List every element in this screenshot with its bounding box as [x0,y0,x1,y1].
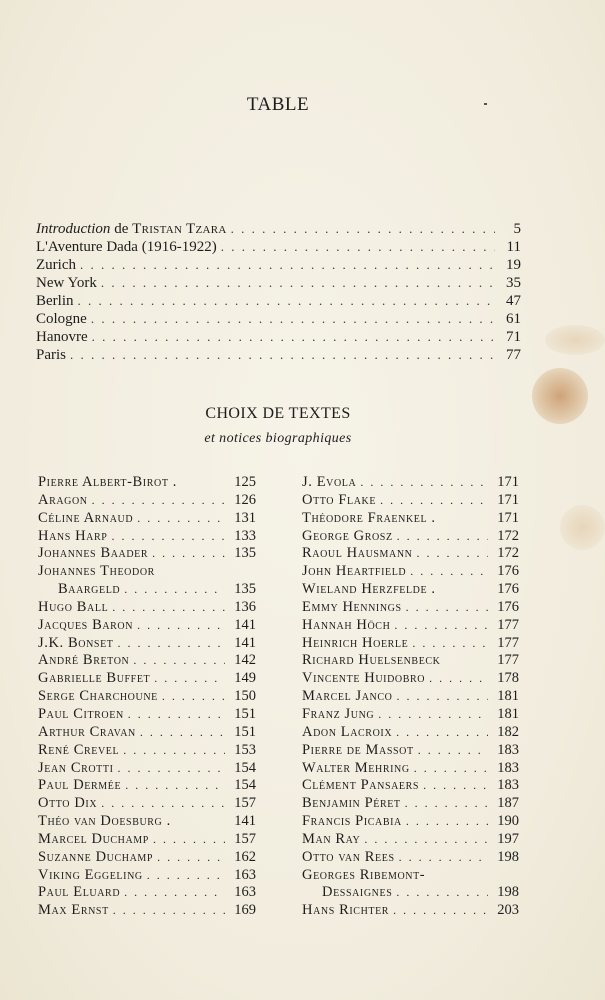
author-name: René Crevel [38,741,120,758]
page-number: 150 [234,688,256,705]
page-number: 169 [234,902,256,919]
page-number: 162 [234,848,256,865]
author-name: Georges Ribemont- [302,866,426,883]
dot-leader [92,329,495,345]
toc-entry-title: L'Aventure Dada (1916-1922) [36,239,217,255]
author-name: Otto Flake [302,491,377,508]
toc-page-number: 5 [513,221,521,237]
dot-leader [140,725,225,740]
author-name: Hannah Höch [302,616,391,633]
page-number: 176 [497,581,519,598]
dot-leader [418,743,488,758]
biography-entry [302,688,519,706]
author-name: Baargeld [58,581,121,598]
author-name: Théo van Doesburg . [38,813,171,830]
author-name: Viking Eggeling [38,866,143,883]
author-name: Paul Eluard [38,884,121,901]
dot-leader [147,868,225,883]
dot-leader [137,618,225,633]
toc-entry-title: Introduction de Tristan Tzara [36,221,227,237]
author-name: Pierre de Massot [302,741,414,758]
toc-page-number: 11 [506,239,521,255]
page-number: 177 [497,634,519,651]
biography-entry [302,492,519,510]
author-name: Franz Jung [302,705,375,722]
page-number: 154 [234,777,256,794]
page-number: 154 [234,759,256,776]
author-name: Serge Charchoune [38,688,158,705]
author-name: Emmy Hennings [302,598,402,615]
page-number: 177 [497,652,519,669]
toc-entry-title: Hanovre [36,329,88,345]
author-name: Aragon [38,491,88,508]
biography-entry [302,563,519,581]
dot-leader [396,725,488,740]
biography-column-left [38,474,256,920]
biography-entry [302,581,519,599]
biography-entry [302,599,519,617]
page-number: 136 [234,598,256,615]
biography-entry [38,867,256,885]
dot-leader [125,778,225,793]
biography-entry [302,902,519,920]
dot-leader [394,618,488,633]
dot-leader [70,347,495,363]
author-name: Céline Arnaud [38,509,134,526]
biography-entry [38,670,256,688]
dot-leader [154,671,225,686]
biography-entry [302,831,519,849]
dot-leader [417,546,488,561]
dot-leader [406,600,488,615]
dot-leader [221,239,495,255]
dot-leader [113,903,225,918]
author-name: John Heartfield [302,563,407,580]
author-name: Paul Citroen [38,705,124,722]
dot-leader [78,293,496,309]
author-name: Clément Pansaers [302,777,420,794]
dot-leader [380,493,488,508]
author-name: Benjamin Péret [302,795,401,812]
biography-entry [302,706,519,724]
author-name: Heinrich Hoerle [302,634,409,651]
biography-entry [302,795,519,813]
page-number: 135 [234,581,256,598]
biography-entry [302,474,519,492]
biography-entry [38,760,256,778]
dot-leader [405,796,488,811]
page-number: 183 [497,759,519,776]
section-title: CHOIX DE TEXTES [205,405,351,422]
biography-entry [302,670,519,688]
author-name: Arthur Cravan [38,723,136,740]
author-name: Johannes Baader [38,545,149,562]
dot-leader [101,796,225,811]
toc-entry [36,221,521,239]
biography-entry [302,742,519,760]
dot-leader [117,636,225,651]
page-number: 135 [234,545,256,562]
author-name: Pierre Albert-Birot . [38,474,177,490]
toc-entry [36,239,521,257]
biography-entry [38,795,256,813]
dot-leader [397,529,488,544]
page-number: 171 [497,509,519,526]
biography-entry [302,528,519,546]
page-number: 126 [234,491,256,508]
biography-entry [302,760,519,778]
page-number: 183 [497,777,519,794]
biography-entry [302,777,519,795]
page-number: 197 [497,830,519,847]
biography-entry [38,742,256,760]
page-number: 176 [497,563,519,580]
paper-stain [560,505,605,550]
dot-leader [128,707,225,722]
biography-entry [38,724,256,742]
biography-entry [302,724,519,742]
toc-entry-title: Zurich [36,257,76,273]
toc-entry [36,311,521,329]
page-number: 149 [234,670,256,687]
biography-entry [38,777,256,795]
author-name: Hugo Ball [38,598,109,615]
page-number: 203 [497,902,519,919]
page-number: 125 [234,474,256,490]
dot-leader [101,275,495,291]
dot-leader [429,671,488,686]
biography-entry [38,563,256,581]
dot-leader [111,529,225,544]
page-number: 133 [234,527,256,544]
author-name: Gabrielle Buffet [38,670,151,687]
author-name: Marcel Janco [302,688,393,705]
dot-leader [406,814,488,829]
page-number: 172 [497,545,519,562]
page-number: 141 [234,813,256,830]
dot-leader [378,707,488,722]
dot-leader [414,761,488,776]
biography-entry [38,617,256,635]
author-name: Marcel Duchamp [38,830,149,847]
biography-entry [38,902,256,920]
dot-leader [410,564,488,579]
dot-leader [396,885,488,900]
author-name: Adon Lacroix [302,723,393,740]
author-name: J. Evola [302,474,357,490]
dot-leader [80,257,495,273]
biography-entry [38,528,256,546]
paper-stain [545,325,605,355]
dot-leader [162,689,225,704]
author-name: Richard Huelsenbeck [302,652,441,669]
toc-page-number: 77 [506,347,521,363]
author-name: Hans Richter [302,902,390,919]
dot-leader [399,850,488,865]
toc-entry-title: Berlin [36,293,74,309]
table-of-contents [36,221,521,365]
author-name: Jean Crotti [38,759,114,776]
author-name: Johannes Theodor [38,563,155,580]
page-number: 172 [497,527,519,544]
toc-page-number: 61 [506,311,521,327]
author-name: Jacques Baron [38,616,134,633]
author-name: Otto Dix [38,795,98,812]
dot-leader [92,493,225,508]
author-name: J.K. Bonset [38,634,114,651]
page-number: 163 [234,884,256,901]
biography-entry [302,884,519,902]
author-name: Raoul Hausmann [302,545,413,562]
dot-leader [393,903,488,918]
author-name: Hans Harp [38,527,108,544]
page-number: 183 [497,741,519,758]
toc-entry-title: Paris [36,347,66,363]
page-number: 198 [497,884,519,901]
page-number: 176 [497,598,519,615]
author-name: Man Ray [302,830,361,847]
dot-leader [153,832,225,847]
page-number: 198 [497,848,519,865]
toc-page-number: 19 [506,257,521,273]
biography-entry [38,510,256,528]
biography-entry [38,474,256,492]
author-name: Théodore Fraenkel . [302,509,436,526]
dot-leader [123,743,225,758]
toc-entry [36,329,521,347]
biography-entry [38,635,256,653]
author-name: Walter Mehring [302,759,410,776]
page-number: 153 [234,741,256,758]
page-number: 181 [497,688,519,705]
page-number: 182 [497,723,519,740]
page-number: 131 [234,509,256,526]
page-number: 181 [497,705,519,722]
page-number: 190 [497,813,519,830]
biography-entry [302,545,519,563]
page-number: 141 [234,616,256,633]
author-name: Paul Dermée [38,777,122,794]
biography-entry [38,688,256,706]
biography-entry [38,849,256,867]
page-number: 177 [497,616,519,633]
author-name: Suzanne Duchamp [38,848,154,865]
page-number: 151 [234,723,256,740]
biography-entry [302,813,519,831]
page-number: 141 [234,634,256,651]
dot-leader [124,885,225,900]
dot-leader [364,832,488,847]
dot-leader [133,653,225,668]
author-name: Dessaignes [322,884,393,901]
biography-column-right [302,474,519,920]
dot-leader [91,311,495,327]
dot-leader [112,600,225,615]
dot-leader [124,582,225,597]
toc-entry [36,257,521,275]
page-number: 178 [497,670,519,687]
page-number: 151 [234,705,256,722]
page-number: 157 [234,795,256,812]
biography-entry [302,652,519,670]
biography-entry [302,510,519,528]
dot-leader [412,636,488,651]
biography-entry [38,581,256,599]
dot-leader [231,221,495,237]
dot-leader [118,761,225,776]
biography-entry [38,706,256,724]
page-number: 142 [234,652,256,669]
biography-entry [38,545,256,563]
biography-entry [302,635,519,653]
biography-entry [38,813,256,831]
toc-entry-title: Cologne [36,311,87,327]
page-number: 171 [497,474,519,490]
author-name: Francis Picabia [302,813,402,830]
biography-entry [302,867,519,885]
toc-page-number: 35 [506,275,521,291]
dot-leader [157,850,225,865]
author-name: George Grosz [302,527,393,544]
toc-entry [36,347,521,365]
author-name: Otto van Rees [302,848,395,865]
page-number: 171 [497,491,519,508]
biography-entry [38,599,256,617]
biography-entry [38,652,256,670]
author-name: Wieland Herzfelde . [302,581,436,598]
author-name: Max Ernst [38,902,109,919]
dot-leader [360,475,488,490]
page-number: 157 [234,830,256,847]
author-name: André Breton [38,652,130,669]
biography-entry [302,849,519,867]
page-title: TABLE [246,94,310,115]
biography-entry [302,617,519,635]
toc-page-number: 71 [506,329,521,345]
toc-entry [36,275,521,293]
toc-entry [36,293,521,311]
section-subtitle: et notices biographiques [204,431,352,446]
author-name: Vincente Huidobro [302,670,426,687]
page-number: 163 [234,866,256,883]
page-number: 187 [497,795,519,812]
biography-entry [38,492,256,510]
dot-leader [152,546,225,561]
dot-leader [137,511,225,526]
dot-leader [423,778,488,793]
dot-leader [396,689,488,704]
biography-entry [38,884,256,902]
toc-entry-title: New York [36,275,97,291]
biography-entry [38,831,256,849]
toc-page-number: 47 [506,293,521,309]
